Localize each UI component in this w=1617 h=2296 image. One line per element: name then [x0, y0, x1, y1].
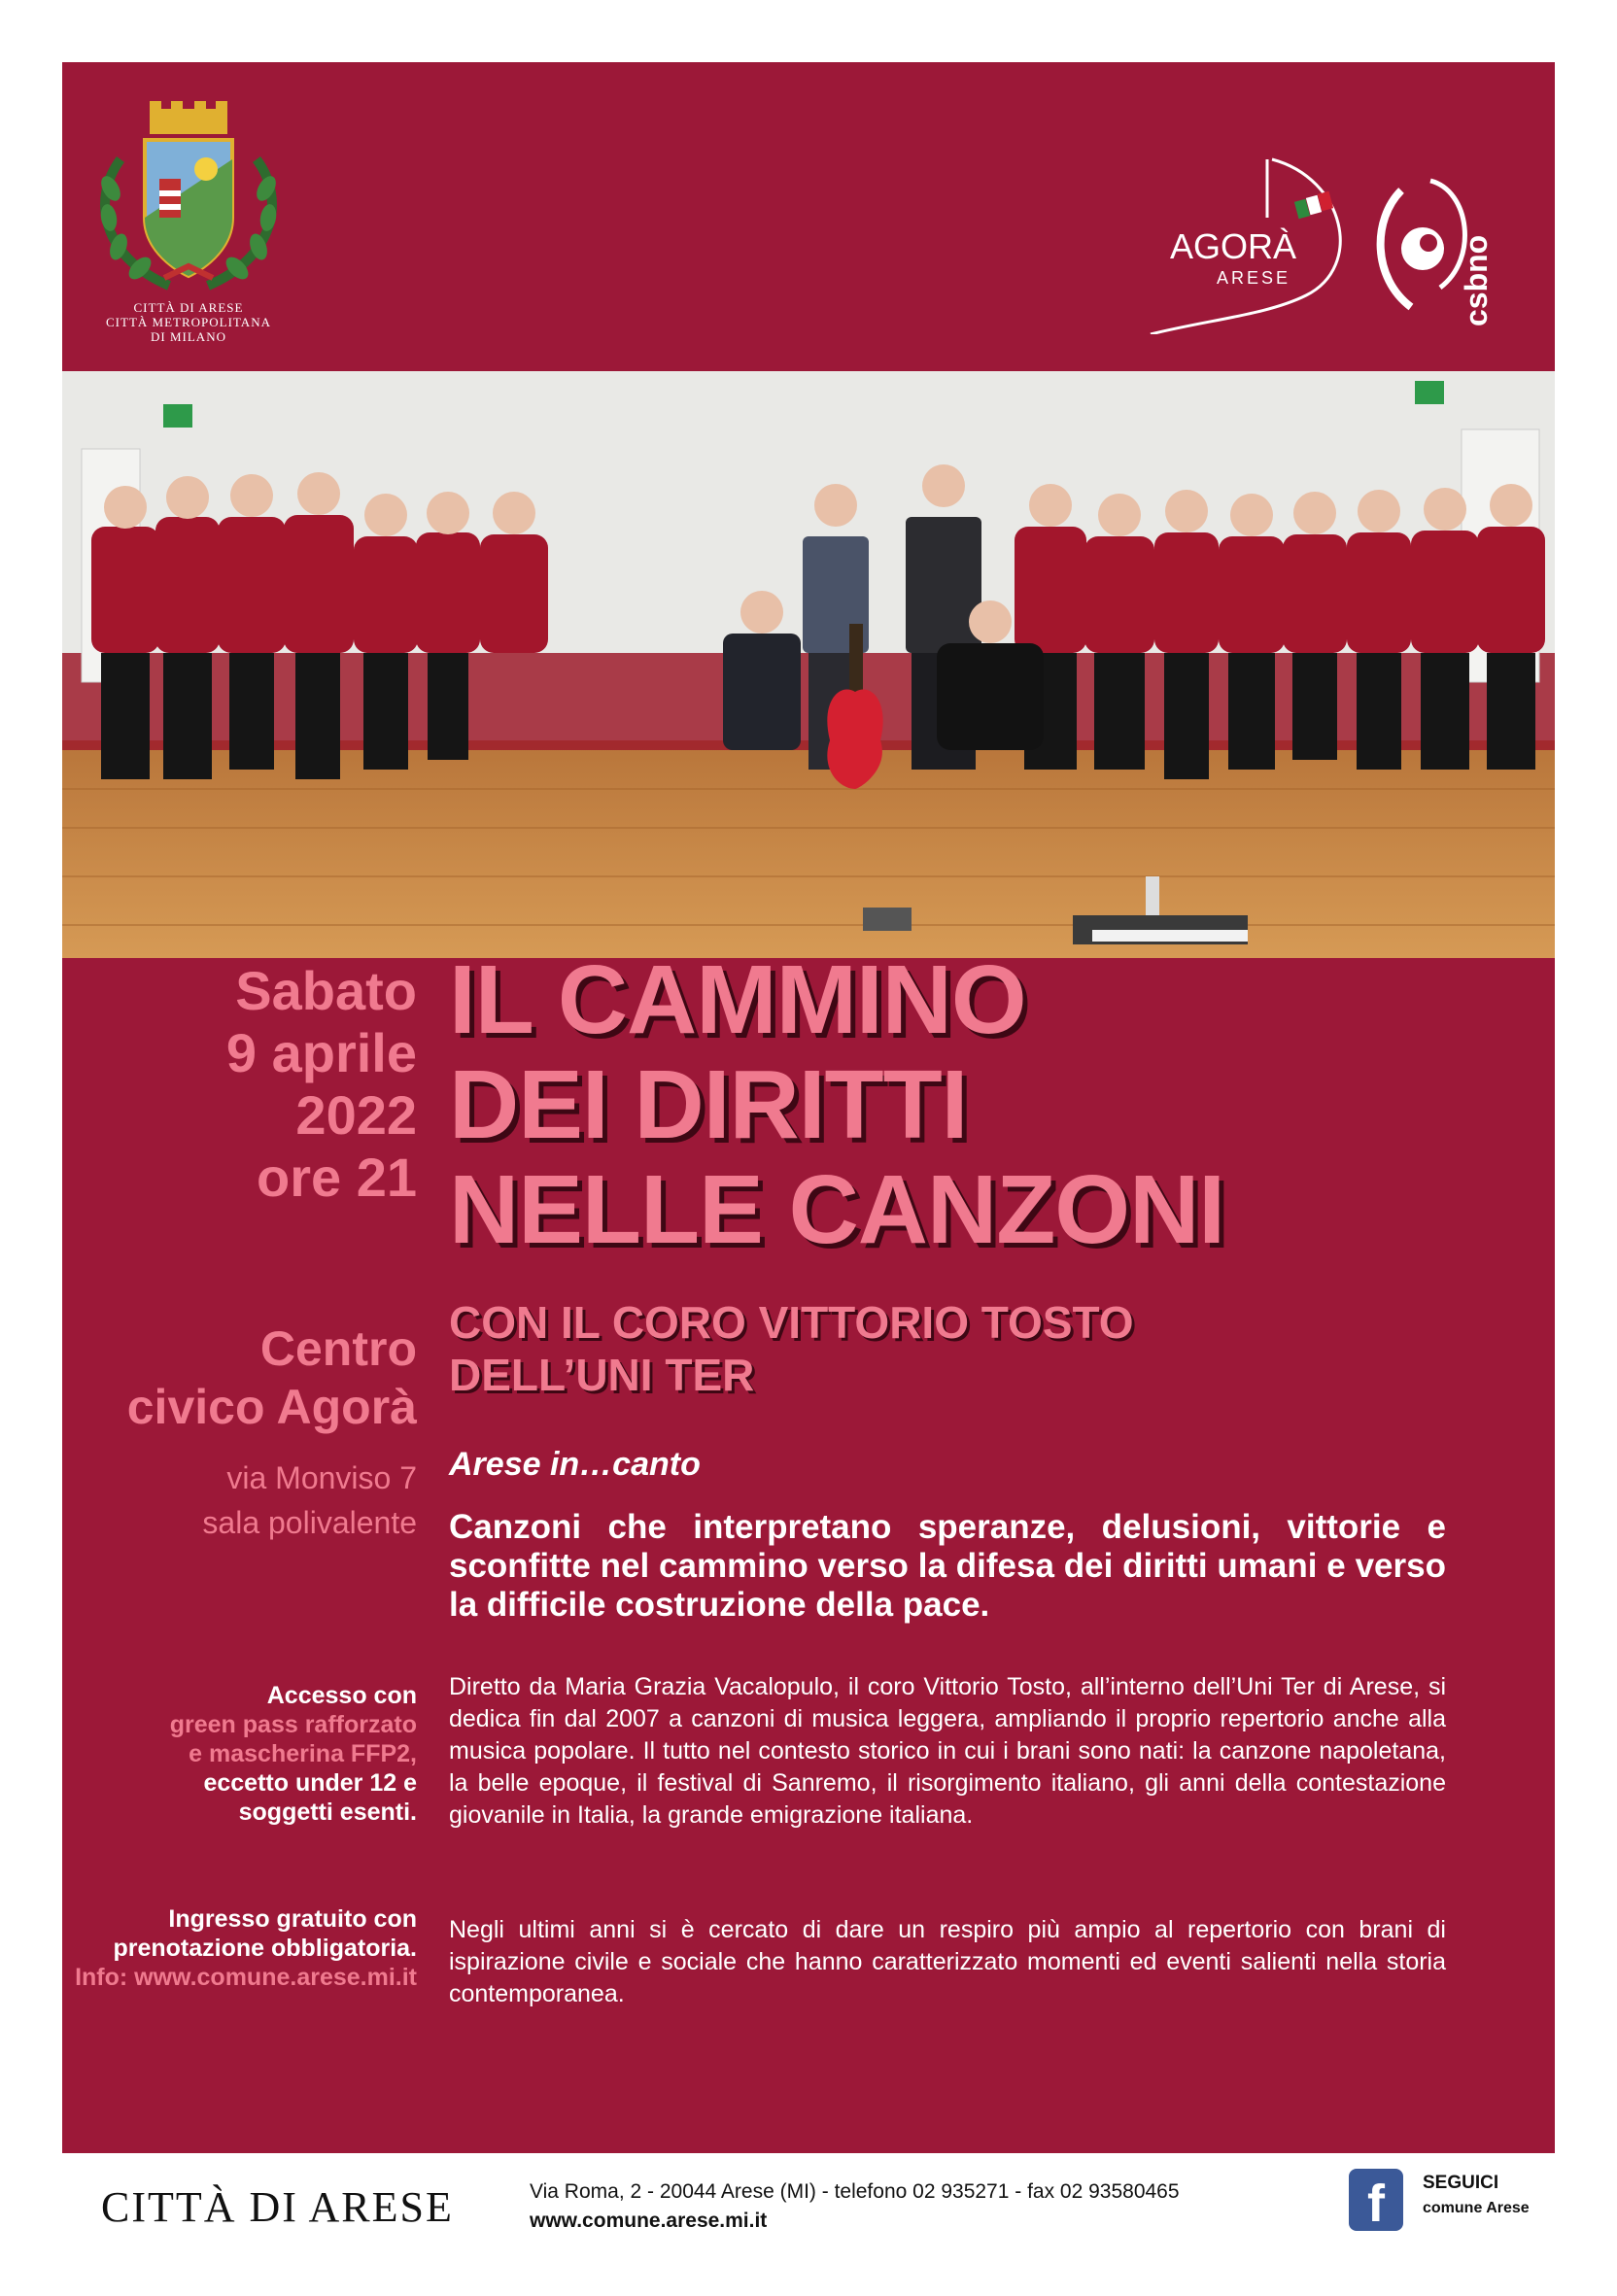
access-line4: eccetto under 12 e	[203, 1769, 417, 1797]
info-line1: Ingresso gratuito con	[168, 1905, 417, 1933]
body-paragraph-2: Negli ultimi anni si è cercato di dare un respiro più ampio al repertorio con brani di ispirazione civile e sociale che hanno caratterizzato momenti ed eventi salienti nella storia contemporanea.	[449, 1916, 1446, 2007]
date-time: ore 21	[257, 1147, 417, 1208]
address-line2: sala polivalente	[202, 1505, 417, 1540]
event-title	[449, 947, 1224, 1262]
crest-caption-sub2: DI MILANO	[151, 329, 226, 344]
agora-logo-sub: ARESE	[1217, 268, 1291, 288]
agora-logo	[1092, 150, 1384, 334]
address-line1: via Monviso 7	[226, 1460, 417, 1495]
choir-photo-image	[62, 371, 1555, 958]
crest-caption-title: CITTÀ DI ARESE	[133, 300, 244, 315]
venue-line1: Centro	[259, 1321, 417, 1376]
title-line1: IL CAMMINO	[449, 945, 1026, 1054]
event-address	[0, 1456, 417, 1545]
lead-paragraph: Canzoni che interpretano speranze, delusioni, vittorie e sconfitte nel cammino verso la difesa dei diritti umani e verso la difficile costruzione della pace.	[449, 1508, 1446, 1624]
crest-icon	[82, 101, 295, 295]
access-line1: Accesso con	[266, 1682, 417, 1709]
access-highlight2: e mascherina FFP2,	[189, 1740, 417, 1767]
access-line5: soggetti esenti.	[238, 1799, 417, 1826]
footer-website-link[interactable]: www.comune.arese.mi.it	[530, 2210, 768, 2232]
footer	[0, 2153, 1617, 2296]
header	[62, 62, 1555, 371]
event-tagline: Arese in…canto	[449, 1446, 701, 1483]
venue-line2: civico Agorà	[126, 1380, 417, 1434]
crest-caption-sub1: CITTÀ METROPOLITANA	[106, 315, 271, 329]
social-follow-label: SEGUICI	[1423, 2173, 1499, 2193]
info-website: Info: www.comune.arese.mi.it	[75, 1964, 417, 1991]
facebook-icon[interactable]: f	[1349, 2169, 1403, 2231]
subtitle-line1: CON IL CORO VITTORIO TOSTO	[449, 1297, 1134, 1348]
subtitle-line2: DELL’UNI TER	[449, 1350, 755, 1400]
info-notice	[0, 1904, 417, 1992]
access-highlight1: green pass rafforzato	[169, 1711, 417, 1738]
social-account-name: comune Arese	[1423, 2200, 1530, 2216]
event-venue	[0, 1319, 417, 1436]
footer-city-name: CITTÀ DI ARESE	[101, 2183, 454, 2231]
date-day: Sabato	[235, 960, 417, 1021]
city-crest	[82, 101, 295, 373]
csbno-logo-text: csbno	[1459, 234, 1494, 326]
title-line3: NELLE CANZONI	[449, 1155, 1225, 1264]
agora-logo-text: AGORÀ	[1170, 226, 1297, 266]
date-year: 2022	[295, 1084, 417, 1146]
event-subtitle	[449, 1296, 1134, 1401]
access-notice	[0, 1681, 417, 1827]
date-month: 9 aprile	[225, 1022, 417, 1083]
body-paragraph-1: Diretto da Maria Grazia Vacalopulo, il coro Vittorio Tosto, all’interno dell’Uni Ter di Arese, si dedica fin dal 2007 a canzoni di musica leggera, ampliando il proprio repertorio anche alla musica popolare. Il tutto nel contesto storico in cui i brani sono nati: la canzone napoletana, la belle epoque, il festival di Sanremo, il risorgimento italiano, gli anni della contestazione giovanile in Italia, la grande emigrazione italiana.	[449, 1673, 1446, 1829]
csbno-logo	[1362, 152, 1508, 346]
title-line2: DEI DIRITTI	[449, 1050, 968, 1159]
info-line2: prenotazione obbligatoria.	[113, 1935, 417, 1962]
footer-address: Via Roma, 2 - 20044 Arese (MI) - telefono 02 935271 - fax 02 93580465	[530, 2180, 1180, 2203]
event-date	[0, 960, 417, 1209]
choir-photo	[62, 371, 1555, 958]
